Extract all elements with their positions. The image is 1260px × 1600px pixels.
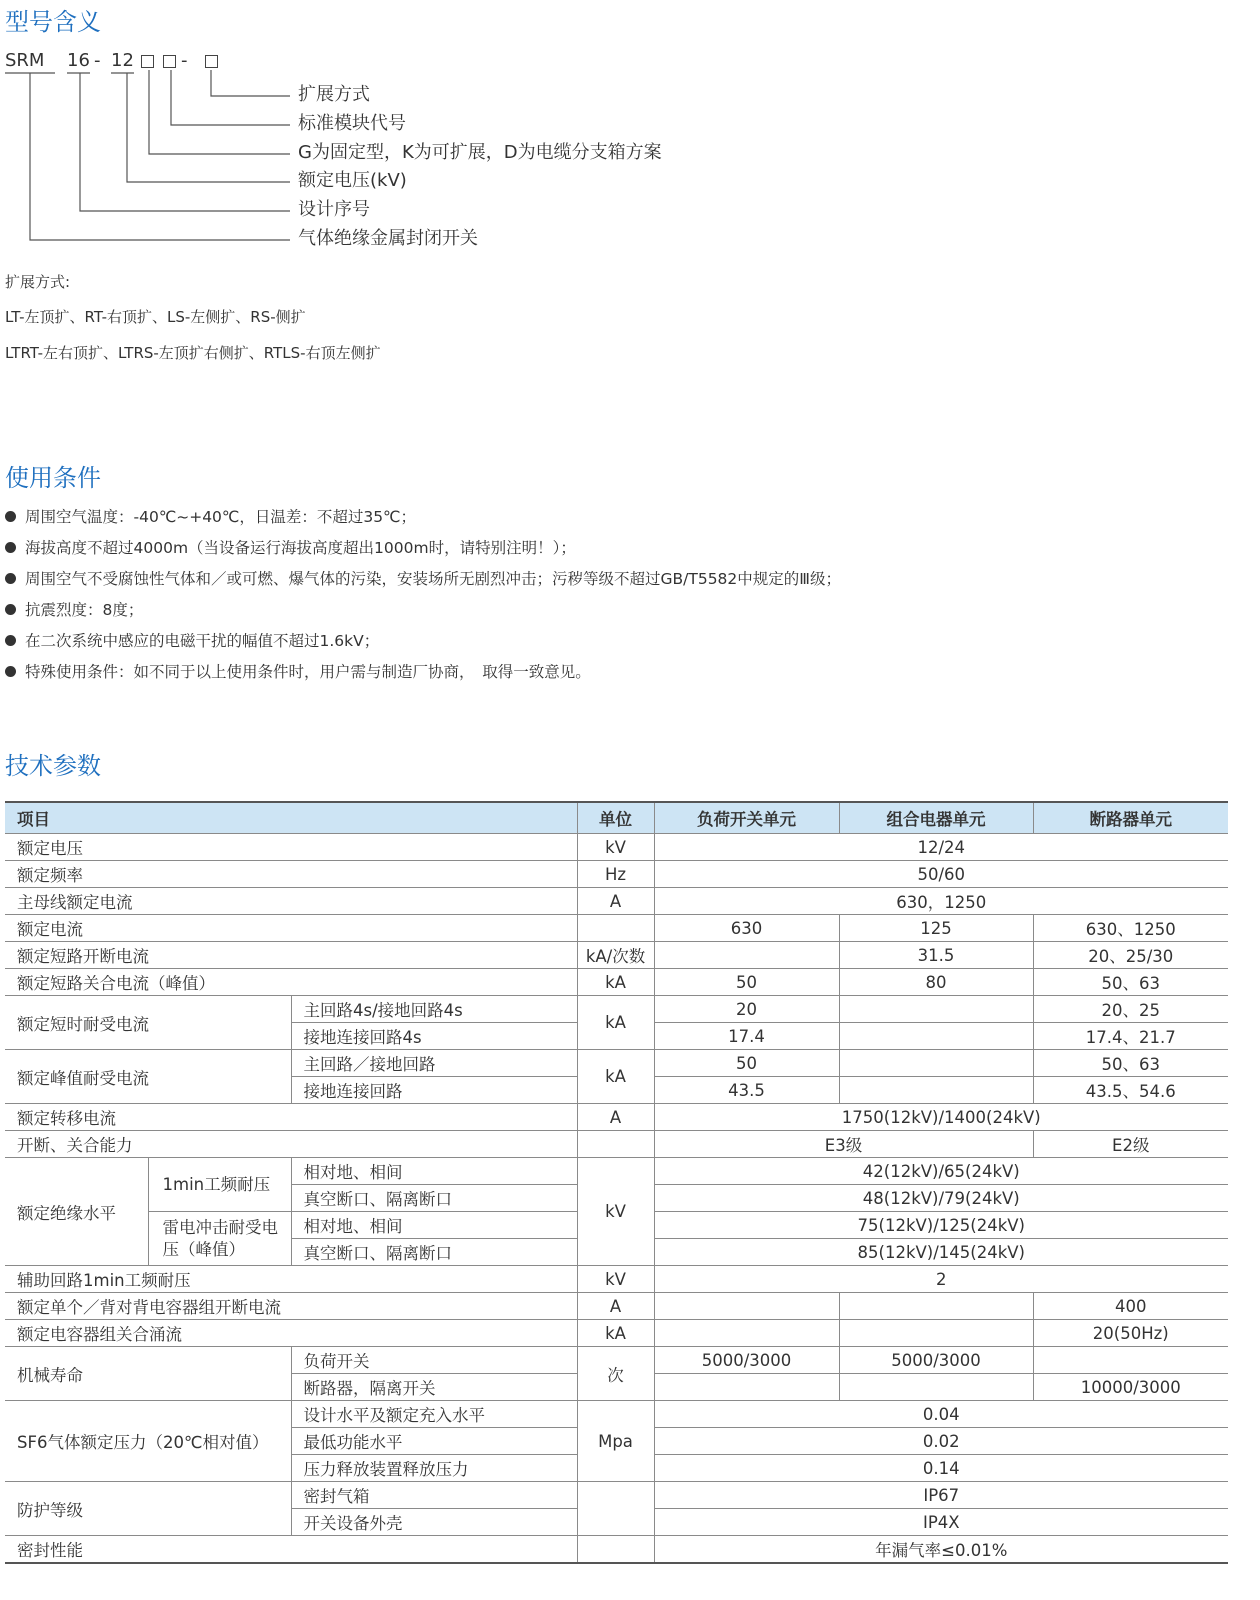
table-cell: 开断、关合能力 (5, 1131, 577, 1158)
table-cell: kV (577, 1158, 654, 1266)
table-cell: SF6气体额定压力（20℃相对值） (5, 1401, 291, 1482)
table-cell: A (577, 888, 654, 915)
table-cell: Hz (577, 861, 654, 888)
table-row (5, 1536, 1228, 1564)
table-cell: 43.5、54.6 (1033, 1077, 1228, 1104)
table-cell (577, 915, 654, 942)
table-cell: 50 (654, 1050, 839, 1077)
list-item: 海拔高度不超过4000m（当设备运行海拔高度超出1000m时，请特别注明！）； (5, 536, 841, 567)
extension-line: LTRT-左右顶扩、LTRS-左顶扩右侧扩、RTLS-右顶左侧扩 (5, 344, 381, 362)
table-cell: 接地连接回路 (291, 1077, 577, 1104)
table-cell: 50/60 (654, 861, 1228, 888)
list-item: 在二次系统中感应的电磁干扰的幅值不超过1.6kV； (5, 629, 841, 660)
table-cell: 主回路／接地回路 (291, 1050, 577, 1077)
table-row (5, 1104, 1228, 1131)
legend-module-code: 标准模块代号 (298, 113, 406, 134)
table-cell (839, 1374, 1033, 1401)
header-unit: 单位 (577, 802, 654, 834)
code-series: 16 (67, 50, 90, 71)
bullet-icon (5, 542, 16, 553)
spec-table (5, 801, 1228, 1564)
table-cell (839, 1050, 1033, 1077)
table-row (5, 1131, 1228, 1158)
table-cell: 43.5 (654, 1077, 839, 1104)
table-cell: 额定峰值耐受电流 (5, 1050, 291, 1104)
list-item: 周围空气温度：-40℃~+40℃，日温差：不超过35℃； (5, 505, 841, 536)
table-cell: 额定短时耐受电流 (5, 996, 291, 1050)
table-cell: A (577, 1293, 654, 1320)
table-row (5, 888, 1228, 915)
table-cell: 10000/3000 (1033, 1374, 1228, 1401)
table-cell: 17.4、21.7 (1033, 1023, 1228, 1050)
table-cell: 20、25 (1033, 996, 1228, 1023)
legend-gis: 气体绝缘金属封闭开关 (298, 228, 478, 249)
table-header-row (5, 802, 1228, 834)
code-voltage: 12 (111, 50, 134, 71)
table-cell: 75(12kV)/125(24kV) (654, 1212, 1228, 1239)
code-srm: SRM (5, 50, 45, 71)
table-cell: 防护等级 (5, 1482, 291, 1536)
code-dash: - (94, 50, 101, 71)
table-row (5, 1320, 1228, 1347)
table-cell: 50、63 (1033, 1050, 1228, 1077)
bullet-icon (5, 573, 16, 584)
table-cell: kA (577, 1050, 654, 1104)
table-row (5, 1293, 1228, 1320)
table-cell: 密封气箱 (291, 1482, 577, 1509)
table-cell: kV (577, 1266, 654, 1293)
table-cell (577, 1536, 654, 1564)
table-cell: IP4X (654, 1509, 1228, 1536)
table-cell: 雷电冲击耐受电压（峰值） (148, 1212, 291, 1266)
table-cell: 额定绝缘水平 (5, 1158, 148, 1266)
table-row (5, 1050, 1228, 1077)
table-cell: 开关设备外壳 (291, 1509, 577, 1536)
table-row (5, 1401, 1228, 1428)
table-cell: kA/次数 (577, 942, 654, 969)
table-cell: 630、1250 (1033, 915, 1228, 942)
bullet-icon (5, 604, 16, 615)
header-combination: 组合电器单元 (839, 802, 1033, 834)
table-cell: 50 (654, 969, 839, 996)
table-cell: 80 (839, 969, 1033, 996)
table-cell: 额定电压 (5, 834, 577, 861)
table-row (5, 1158, 1228, 1185)
table-cell: 630 (654, 915, 839, 942)
table-cell (577, 1131, 654, 1158)
model-code-diagram (0, 0, 760, 270)
table-cell (839, 996, 1033, 1023)
table-cell: 0.14 (654, 1455, 1228, 1482)
table-cell: kA (577, 1320, 654, 1347)
table-cell: 12/24 (654, 834, 1228, 861)
table-cell (839, 1077, 1033, 1104)
table-cell: 5000/3000 (839, 1347, 1033, 1374)
code-dash-2: - (181, 50, 188, 71)
table-cell: 5000/3000 (654, 1347, 839, 1374)
table-cell: 0.02 (654, 1428, 1228, 1455)
table-cell: 主母线额定电流 (5, 888, 577, 915)
list-item: 抗震烈度：8度； (5, 598, 841, 629)
table-cell: 2 (654, 1266, 1228, 1293)
table-cell: 20(50Hz) (1033, 1320, 1228, 1347)
header-load-switch: 负荷开关单元 (654, 802, 839, 834)
table-cell (654, 1374, 839, 1401)
table-cell: 额定短路开断电流 (5, 942, 577, 969)
table-cell: 额定电流 (5, 915, 577, 942)
table-cell: 20、25/30 (1033, 942, 1228, 969)
table-row (5, 1266, 1228, 1293)
table-cell: 额定转移电流 (5, 1104, 577, 1131)
table-cell (654, 942, 839, 969)
table-cell: 设计水平及额定充入水平 (291, 1401, 577, 1428)
legend-type: G为固定型，K为可扩展，D为电缆分支箱方案 (298, 142, 662, 163)
table-cell: 最低功能水平 (291, 1428, 577, 1455)
header-breaker: 断路器单元 (1033, 802, 1228, 834)
table-cell: 接地连接回路4s (291, 1023, 577, 1050)
table-cell: 17.4 (654, 1023, 839, 1050)
table-cell: 压力释放装置释放压力 (291, 1455, 577, 1482)
table-cell (1033, 1347, 1228, 1374)
table-cell: 次 (577, 1347, 654, 1401)
table-cell: 125 (839, 915, 1033, 942)
table-cell: 年漏气率≤0.01% (654, 1536, 1228, 1564)
table-cell: E3级 (654, 1131, 1033, 1158)
table-cell (839, 1320, 1033, 1347)
legend-rated-voltage: 额定电压(kV) (298, 170, 407, 191)
table-cell (839, 1023, 1033, 1050)
table-row (5, 942, 1228, 969)
table-cell: 1750(12kV)/1400(24kV) (654, 1104, 1228, 1131)
table-cell: 负荷开关 (291, 1347, 577, 1374)
table-row (5, 915, 1228, 942)
table-cell: 机械寿命 (5, 1347, 291, 1401)
section-title-model: 型号含义 (5, 8, 101, 36)
table-cell: 400 (1033, 1293, 1228, 1320)
table-cell: 42(12kV)/65(24kV) (654, 1158, 1228, 1185)
table-cell: Mpa (577, 1401, 654, 1482)
table-cell: 真空断口、隔离断口 (291, 1239, 577, 1266)
bullet-icon (5, 511, 16, 522)
table-cell: 额定频率 (5, 861, 577, 888)
table-row (5, 1482, 1228, 1509)
table-cell: 额定电容器组关合涌流 (5, 1320, 577, 1347)
table-cell: 31.5 (839, 942, 1033, 969)
extension-title: 扩展方式: (5, 273, 71, 291)
table-cell (654, 1293, 839, 1320)
table-row (5, 861, 1228, 888)
table-cell: E2级 (1033, 1131, 1228, 1158)
table-cell: 主回路4s/接地回路4s (291, 996, 577, 1023)
legend-extension: 扩展方式 (298, 84, 370, 105)
table-cell: kA (577, 996, 654, 1050)
table-cell: 50、63 (1033, 969, 1228, 996)
table-cell: 20 (654, 996, 839, 1023)
table-cell: 48(12kV)/79(24kV) (654, 1185, 1228, 1212)
table-cell: kV (577, 834, 654, 861)
table-cell (839, 1293, 1033, 1320)
table-cell: IP67 (654, 1482, 1228, 1509)
table-cell: kA (577, 969, 654, 996)
table-cell: 85(12kV)/145(24kV) (654, 1239, 1228, 1266)
table-cell: 真空断口、隔离断口 (291, 1185, 577, 1212)
table-cell: 相对地、相间 (291, 1158, 577, 1185)
table-cell: 密封性能 (5, 1536, 577, 1564)
table-cell: 断路器，隔离开关 (291, 1374, 577, 1401)
bullet-icon (5, 666, 16, 677)
extension-line: LT-左顶扩、RT-右顶扩、LS-左侧扩、RS-侧扩 (5, 308, 306, 326)
conditions-list (5, 505, 841, 691)
header-item: 项目 (5, 802, 577, 834)
section-title-conditions: 使用条件 (5, 464, 101, 492)
table-cell (577, 1482, 654, 1536)
table-row (5, 996, 1228, 1023)
table-row (5, 1347, 1228, 1374)
table-cell: 额定短路关合电流（峰值） (5, 969, 577, 996)
list-item: 周围空气不受腐蚀性气体和／或可燃、爆气体的污染，安装场所无剧烈冲击；污秽等级不超过GB/T5582中规定的Ⅲ级； (5, 567, 841, 598)
table-cell (654, 1320, 839, 1347)
table-row (5, 969, 1228, 996)
table-cell: 630，1250 (654, 888, 1228, 915)
table-cell: 辅助回路1min工频耐压 (5, 1266, 577, 1293)
table-cell: 0.04 (654, 1401, 1228, 1428)
section-title-parameters: 技术参数 (5, 752, 101, 780)
table-cell: 1min工频耐压 (148, 1158, 291, 1212)
legend-design-serial: 设计序号 (298, 199, 370, 220)
table-row (5, 834, 1228, 861)
table-cell: 额定单个／背对背电容器组开断电流 (5, 1293, 577, 1320)
table-cell: 相对地、相间 (291, 1212, 577, 1239)
bullet-icon (5, 635, 16, 646)
table-cell: A (577, 1104, 654, 1131)
list-item: 特殊使用条件：如不同于以上使用条件时，用户需与制造厂协商， 取得一致意见。 (5, 660, 841, 691)
